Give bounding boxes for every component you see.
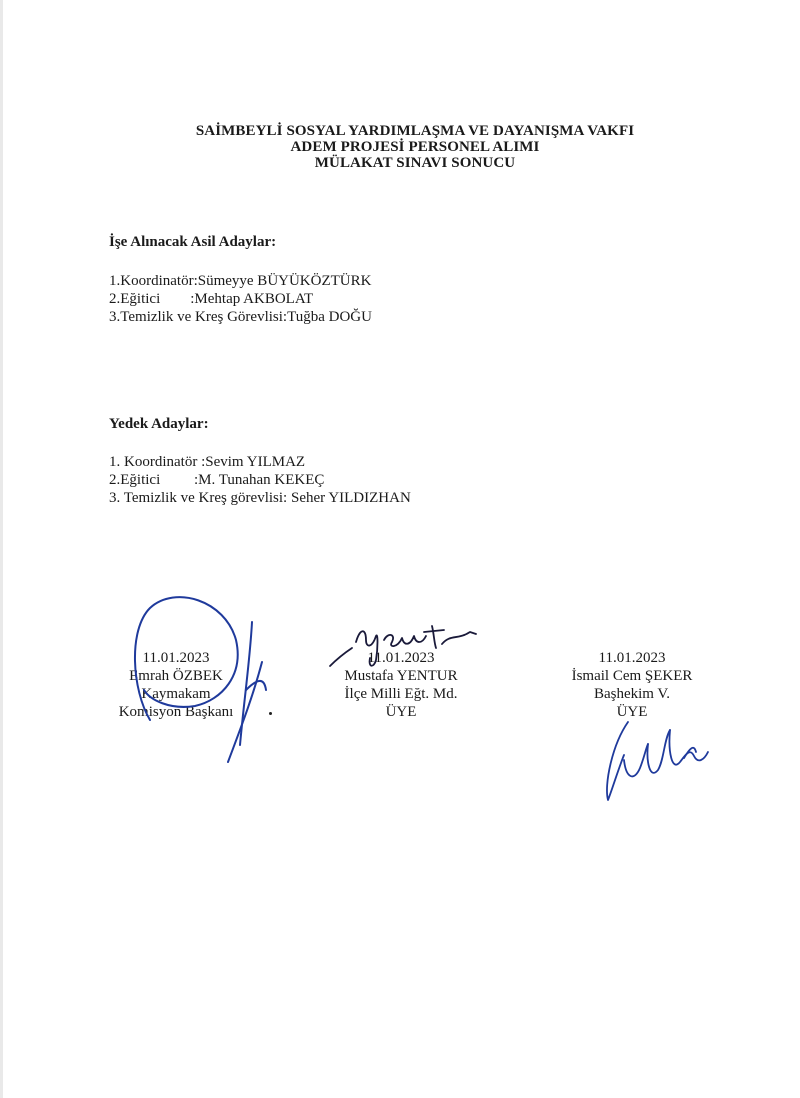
document-header [0,123,800,171]
signature-title: Başhekim V. [593,686,671,702]
signature-role: ÜYE [616,704,648,720]
signature-title: İlçe Milli Eğt. Md. [344,686,458,702]
signature-name: Mustafa YENTUR [344,668,458,684]
asil-list [109,272,372,326]
header-line-3: MÜLAKAT SINAVI SONUCU [314,155,516,171]
signature-role: ÜYE [385,704,417,720]
signature-date: 11.01.2023 [142,650,210,666]
signature-name: Emrah ÖZBEK [129,668,223,684]
signature-block-chair [76,649,276,721]
asil-item-3: 3.Temizlik ve Kreş Görevlisi:Tuğba DOĞU [109,309,372,325]
signature-name: İsmail Cem ŞEKER [571,668,693,684]
signature-block-member-1 [301,649,501,721]
signature-role: Komisyon Başkanı [118,704,234,720]
signature-date: 11.01.2023 [367,650,435,666]
yedek-item-1: 1. Koordinatör :Sevim YILMAZ [109,454,306,470]
signature-date: 11.01.2023 [598,650,666,666]
asil-item-2: 2.Eğitici :Mehtap AKBOLAT [109,291,314,307]
asil-section-title: İşe Alınacak Asil Adaylar: [109,234,277,250]
yedek-item-2: 2.Eğitici :M. Tunahan KEKEÇ [109,472,325,488]
ink-dot [269,712,272,715]
signature-title: Kaymakam [141,686,211,702]
yedek-item-3: 3. Temizlik ve Kreş görevlisi: Seher YILDIZHAN [109,490,411,506]
header-line-1: SAİMBEYLİ SOSYAL YARDIMLAŞMA VE DAYANIŞMA VAKFI [195,123,635,139]
header-line-2: ADEM PROJESİ PERSONEL ALIMI [290,139,540,155]
yedek-section-title: Yedek Adaylar: [109,416,209,432]
yedek-list [109,453,411,507]
signature-block-member-2 [532,649,732,721]
asil-item-1: 1.Koordinatör:Sümeyye BÜYÜKÖZTÜRK [109,273,372,289]
